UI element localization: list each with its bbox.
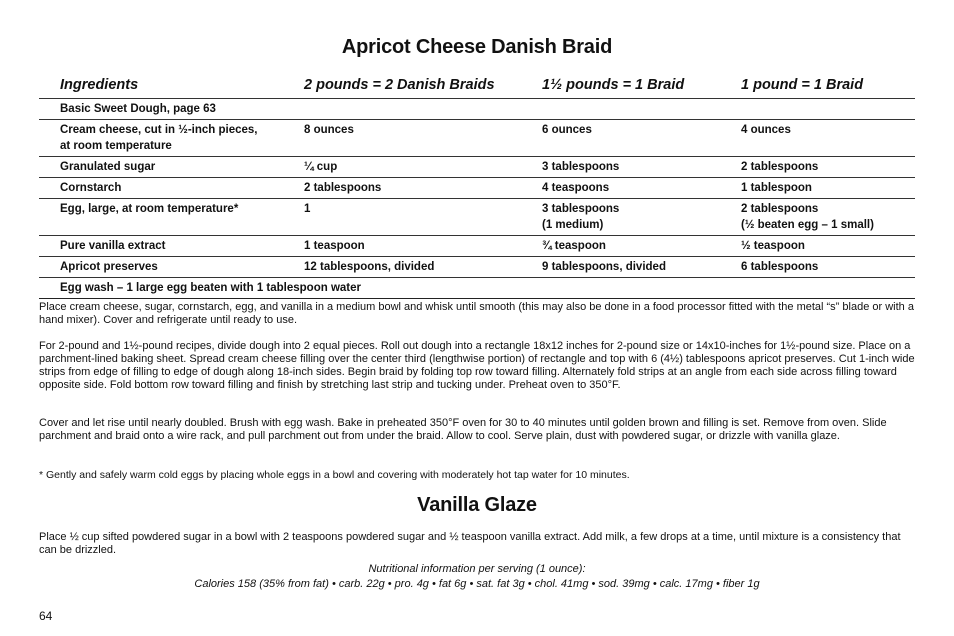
table-cell: [304, 99, 542, 120]
ingredients-table: [39, 74, 915, 299]
table-cell: [542, 99, 741, 120]
table-cell: ½ teaspoon: [741, 236, 915, 257]
table-cell: Granulated sugar: [39, 157, 304, 178]
header-2-pounds: 2 pounds = 2 Danish Braids: [304, 74, 542, 99]
header-1-pound: 1 pound = 1 Braid: [741, 74, 915, 99]
table-cell: Pure vanilla extract: [39, 236, 304, 257]
table-cell: 6 ounces: [542, 120, 741, 157]
table-cell: 1: [304, 199, 542, 236]
page-number: 64: [39, 609, 53, 623]
table-row: [39, 99, 915, 120]
table-cell: Cornstarch: [39, 178, 304, 199]
table-cell: ¼ cup: [304, 157, 542, 178]
table-cell: 3 tablespoons: [542, 157, 741, 178]
table-cell: 8 ounces: [304, 120, 542, 157]
table-cell: 4 teaspoons: [542, 178, 741, 199]
table-row: [39, 236, 915, 257]
glaze-instructions: Place ½ cup sifted powdered sugar in a bowl with 2 teaspoons powdered sugar and ½ teaspoon vanilla extract. Add milk, a few drops at a time, until mixture is a consistency that can be drizzled.: [39, 531, 901, 556]
table-header-row: [39, 74, 915, 99]
table-cell: 2 tablespoons: [304, 178, 542, 199]
table-cell: 1 teaspoon: [304, 236, 542, 257]
instruction-paragraph: For 2-pound and 1½-pound recipes, divide dough into 2 equal pieces. Roll out dough into a rectangle 18x12 inches for 2-pound size or 14x10-inches for 1½-pound size. Place on a parchment-lined baking sheet. Spread cream cheese filling over the center third (lengthwise portion) of rectangle and top with 6 (4½) tablespoons apricot preserves. Cut 1-inch wide strips from edge of filling to edge of dough along 18-inch sides. Begin braid by folding top row toward filling. Alternately fold strips at an angle from each side across filling toward opposite side. Fold bottom row toward filling and finish by stretching last strip and tucking under. Preheat oven to 350°F.: [39, 340, 915, 391]
table-cell: ¾ teaspoon: [542, 236, 741, 257]
glaze-title: Vanilla Glaze: [417, 494, 537, 516]
table-cell: 2 tablespoons (½ beaten egg – 1 small): [741, 199, 915, 236]
table-row: [39, 199, 915, 236]
table-cell: 1 tablespoon: [741, 178, 915, 199]
table-cell: Basic Sweet Dough, page 63: [39, 99, 304, 120]
nutrition-values: Calories 158 (35% from fat) • carb. 22g • pro. 4g • fat 6g • sat. fat 3g • chol. 41mg • sod. 39mg • calc. 17mg • fiber 1g: [194, 578, 760, 590]
table-row: [39, 257, 915, 278]
instruction-paragraph: Place cream cheese, sugar, cornstarch, egg, and vanilla in a medium bowl and whisk until smooth (this may also be done in a food processor fitted with the metal “s” blade or with a hand mixer). Cover and refrigerate until ready to use.: [39, 301, 914, 326]
table-cell: 6 tablespoons: [741, 257, 915, 278]
table-row: [39, 157, 915, 178]
table-cell: 4 ounces: [741, 120, 915, 157]
table-cell: Egg wash – 1 large egg beaten with 1 tablespoon water: [39, 278, 915, 299]
header-1-5-pounds: 1½ pounds = 1 Braid: [542, 74, 741, 99]
ingredients-table-body: [39, 99, 915, 299]
table-cell: 3 tablespoons (1 medium): [542, 199, 741, 236]
table-cell: Egg, large, at room temperature*: [39, 199, 304, 236]
table-cell: [741, 99, 915, 120]
table-cell: Cream cheese, cut in ½-inch pieces, at room temperature: [39, 120, 304, 157]
nutrition-label: Nutritional information per serving (1 ounce):: [368, 563, 586, 575]
table-cell: 2 tablespoons: [741, 157, 915, 178]
table-cell: 9 tablespoons, divided: [542, 257, 741, 278]
table-row: [39, 120, 915, 157]
header-ingredients: Ingredients: [39, 74, 304, 99]
table-row: [39, 178, 915, 199]
instruction-paragraph: Cover and let rise until nearly doubled. Brush with egg wash. Bake in preheated 350°F oven for 30 to 40 minutes until golden brown and filling is set. Remove from oven. Slide parchment and braid onto a wire rack, and pull parchment out from under the braid. Allow to cool. Serve plain, dust with powdered sugar, or drizzle with vanilla glaze.: [39, 417, 887, 442]
table-row: [39, 278, 915, 299]
footnote: * Gently and safely warm cold eggs by placing whole eggs in a bowl and covering with moderately hot tap water for 10 minutes.: [39, 469, 630, 481]
table-cell: 12 tablespoons, divided: [304, 257, 542, 278]
table-cell: Apricot preserves: [39, 257, 304, 278]
recipe-title: Apricot Cheese Danish Braid: [341, 36, 613, 58]
